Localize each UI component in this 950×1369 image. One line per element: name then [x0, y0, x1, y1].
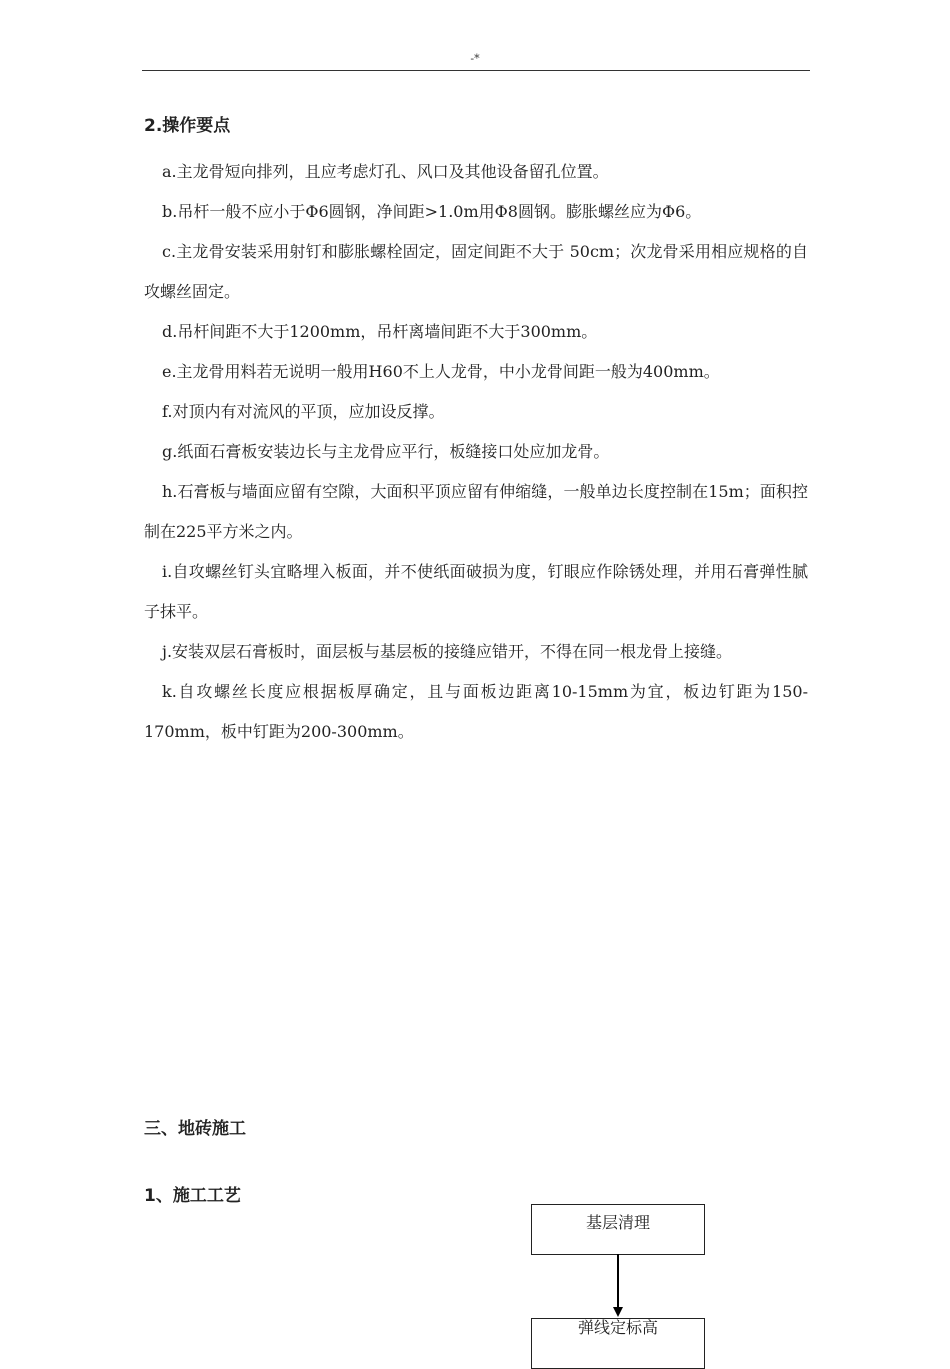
section-2-heading: 2.操作要点: [144, 116, 231, 136]
list-item: c.主龙骨安装采用射钉和膨胀螺栓固定，固定间距不大于 50cm；次龙骨采用相应规格的自攻螺丝固定。: [144, 242, 808, 301]
list-item: e.主龙骨用料若无说明一般用H60不上人龙骨，中小龙骨间距一般为400mm。: [162, 362, 720, 381]
list-item: k.自攻螺丝长度应根据板厚确定，且与面板边距离10-15mm为宜，板边钉距为150-170mm，板中钉距为200-300mm。: [144, 682, 808, 741]
section-2: [144, 112, 808, 752]
construction-process-heading-wrap: [144, 1181, 241, 1206]
flow-arrow-line: [617, 1254, 619, 1308]
list-item: g.纸面石膏板安装边长与主龙骨应平行，板缝接口处应加龙骨。: [162, 442, 610, 461]
header-mark: -*: [470, 52, 480, 65]
flow-step-label: 弹线定标高: [577, 1318, 658, 1337]
section-3-heading-wrap: [144, 1114, 246, 1139]
flow-step-base-cleaning: [531, 1204, 705, 1255]
list-item: i.自攻螺丝钉头宜略埋入板面，并不使纸面破损为度，钉眼应作除锈处理，并用石膏弹性腻子抹平。: [144, 562, 808, 621]
section-3-heading: 三、地砖施工: [144, 1119, 246, 1139]
list-item: j.安装双层石膏板时，面层板与基层板的接缝应错开，不得在同一根龙骨上接缝。: [162, 642, 733, 661]
list-item: f.对顶内有对流风的平顶，应加设反撑。: [162, 402, 445, 421]
item-list: [144, 152, 808, 752]
list-item: h.石膏板与墙面应留有空隙，大面积平顶应留有伸缩缝，一般单边长度控制在15m；面积控制在225平方米之内。: [144, 482, 808, 541]
list-item: d.吊杆间距不大于1200mm，吊杆离墙间距不大于300mm。: [162, 322, 598, 341]
header-rule: [142, 70, 810, 71]
flow-step-label: 基层清理: [585, 1213, 650, 1232]
construction-process-heading: 1、施工工艺: [144, 1186, 241, 1206]
list-item: b.吊杆一般不应小于Φ6圆钢，净间距>1.0m用Φ8圆钢。膨胀螺丝应为Φ6。: [162, 202, 702, 221]
list-item: a.主龙骨短向排列，且应考虑灯孔、风口及其他设备留孔位置。: [162, 162, 609, 181]
flow-arrow-head: [613, 1307, 623, 1317]
